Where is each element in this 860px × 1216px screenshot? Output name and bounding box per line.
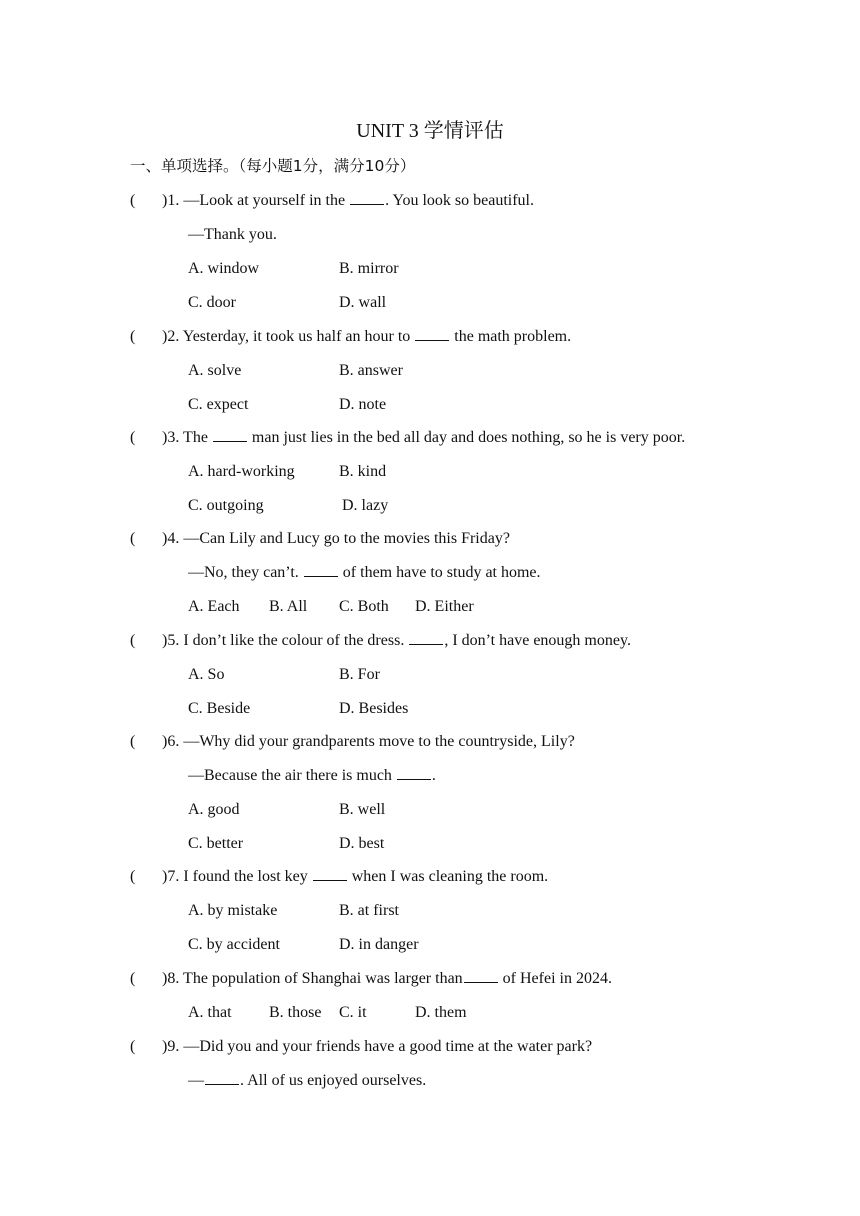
answer-blank[interactable] bbox=[313, 866, 347, 881]
answer-blank[interactable] bbox=[464, 968, 498, 983]
option-c[interactable]: C. better bbox=[188, 835, 244, 852]
option-c[interactable]: C. Both bbox=[339, 598, 389, 615]
option-b[interactable]: B. All bbox=[269, 598, 308, 615]
option-a[interactable]: A. solve bbox=[188, 362, 242, 379]
option-c[interactable]: C. door bbox=[188, 294, 236, 311]
option-b[interactable]: B. mirror bbox=[339, 260, 399, 277]
answer-blank[interactable] bbox=[409, 630, 443, 645]
answer-paren: ( bbox=[130, 328, 136, 345]
answer-paren: ( bbox=[130, 632, 136, 649]
answer-paren: ( bbox=[130, 192, 136, 209]
question-stem: )3. The man just lies in the bed all day and does nothing, so he is very poor. bbox=[162, 429, 686, 446]
option-d[interactable]: D. in danger bbox=[339, 936, 419, 953]
option-a[interactable]: A. that bbox=[188, 1004, 232, 1021]
answer-blank[interactable] bbox=[350, 190, 384, 205]
option-c[interactable]: C. it bbox=[339, 1004, 367, 1021]
option-d[interactable]: D. lazy bbox=[342, 497, 389, 514]
option-a[interactable]: A. good bbox=[188, 801, 240, 818]
option-a[interactable]: A. So bbox=[188, 666, 225, 683]
question-stem: )4. —Can Lily and Lucy go to the movies this Friday? bbox=[162, 530, 510, 547]
option-b[interactable]: B. at first bbox=[339, 902, 399, 919]
question-reply: —Because the air there is much . bbox=[188, 767, 436, 784]
page-title: UNIT 3 学情评估 bbox=[356, 120, 504, 142]
option-d[interactable]: D. best bbox=[339, 835, 385, 852]
question-stem: )1. —Look at yourself in the . You look so beautiful. bbox=[162, 192, 534, 209]
answer-blank[interactable] bbox=[415, 326, 449, 341]
answer-paren: ( bbox=[130, 530, 136, 547]
option-b[interactable]: B. those bbox=[269, 1004, 322, 1021]
question-stem: )9. —Did you and your friends have a good time at the water park? bbox=[162, 1038, 593, 1055]
answer-paren: ( bbox=[130, 970, 136, 987]
answer-blank[interactable] bbox=[304, 562, 338, 577]
question-reply: — . All of us enjoyed ourselves. bbox=[188, 1072, 427, 1089]
question-stem: )2. Yesterday, it took us half an hour to the math problem. bbox=[162, 328, 572, 345]
question-stem: )5. I don’t like the colour of the dress. , I don’t have enough money. bbox=[162, 632, 631, 649]
answer-paren: ( bbox=[130, 429, 136, 446]
answer-blank[interactable] bbox=[213, 427, 247, 442]
option-a[interactable]: A. by mistake bbox=[188, 902, 278, 919]
section-heading: 一、单项选择。（每小题1分，满分10分） bbox=[130, 157, 416, 175]
option-b[interactable]: B. answer bbox=[339, 362, 403, 379]
question-reply: —No, they can’t. of them have to study at home. bbox=[188, 564, 541, 581]
option-d[interactable]: D. wall bbox=[339, 294, 387, 311]
option-d[interactable]: D. note bbox=[339, 396, 387, 413]
question-stem: )6. —Why did your grandparents move to the countryside, Lily? bbox=[162, 733, 575, 750]
option-b[interactable]: B. kind bbox=[339, 463, 387, 480]
option-c[interactable]: C. Beside bbox=[188, 700, 251, 717]
question-stem: )8. The population of Shanghai was larger than of Hefei in 2024. bbox=[162, 970, 612, 987]
answer-blank[interactable] bbox=[205, 1070, 239, 1085]
option-d[interactable]: D. Either bbox=[415, 598, 474, 615]
answer-paren: ( bbox=[130, 733, 136, 750]
option-c[interactable]: C. outgoing bbox=[188, 497, 264, 514]
option-c[interactable]: C. expect bbox=[188, 396, 249, 413]
option-b[interactable]: B. well bbox=[339, 801, 386, 818]
option-a[interactable]: A. hard-working bbox=[188, 463, 295, 480]
question-reply: —Thank you. bbox=[188, 226, 277, 243]
option-d[interactable]: D. them bbox=[415, 1004, 467, 1021]
answer-paren: ( bbox=[130, 1038, 136, 1055]
option-b[interactable]: B. For bbox=[339, 666, 380, 683]
option-a[interactable]: A. Each bbox=[188, 598, 240, 615]
answer-paren: ( bbox=[130, 868, 136, 885]
answer-blank[interactable] bbox=[397, 765, 431, 780]
option-a[interactable]: A. window bbox=[188, 260, 260, 277]
question-stem: )7. I found the lost key when I was cleaning the room. bbox=[162, 868, 549, 885]
option-d[interactable]: D. Besides bbox=[339, 700, 409, 717]
option-c[interactable]: C. by accident bbox=[188, 936, 280, 953]
